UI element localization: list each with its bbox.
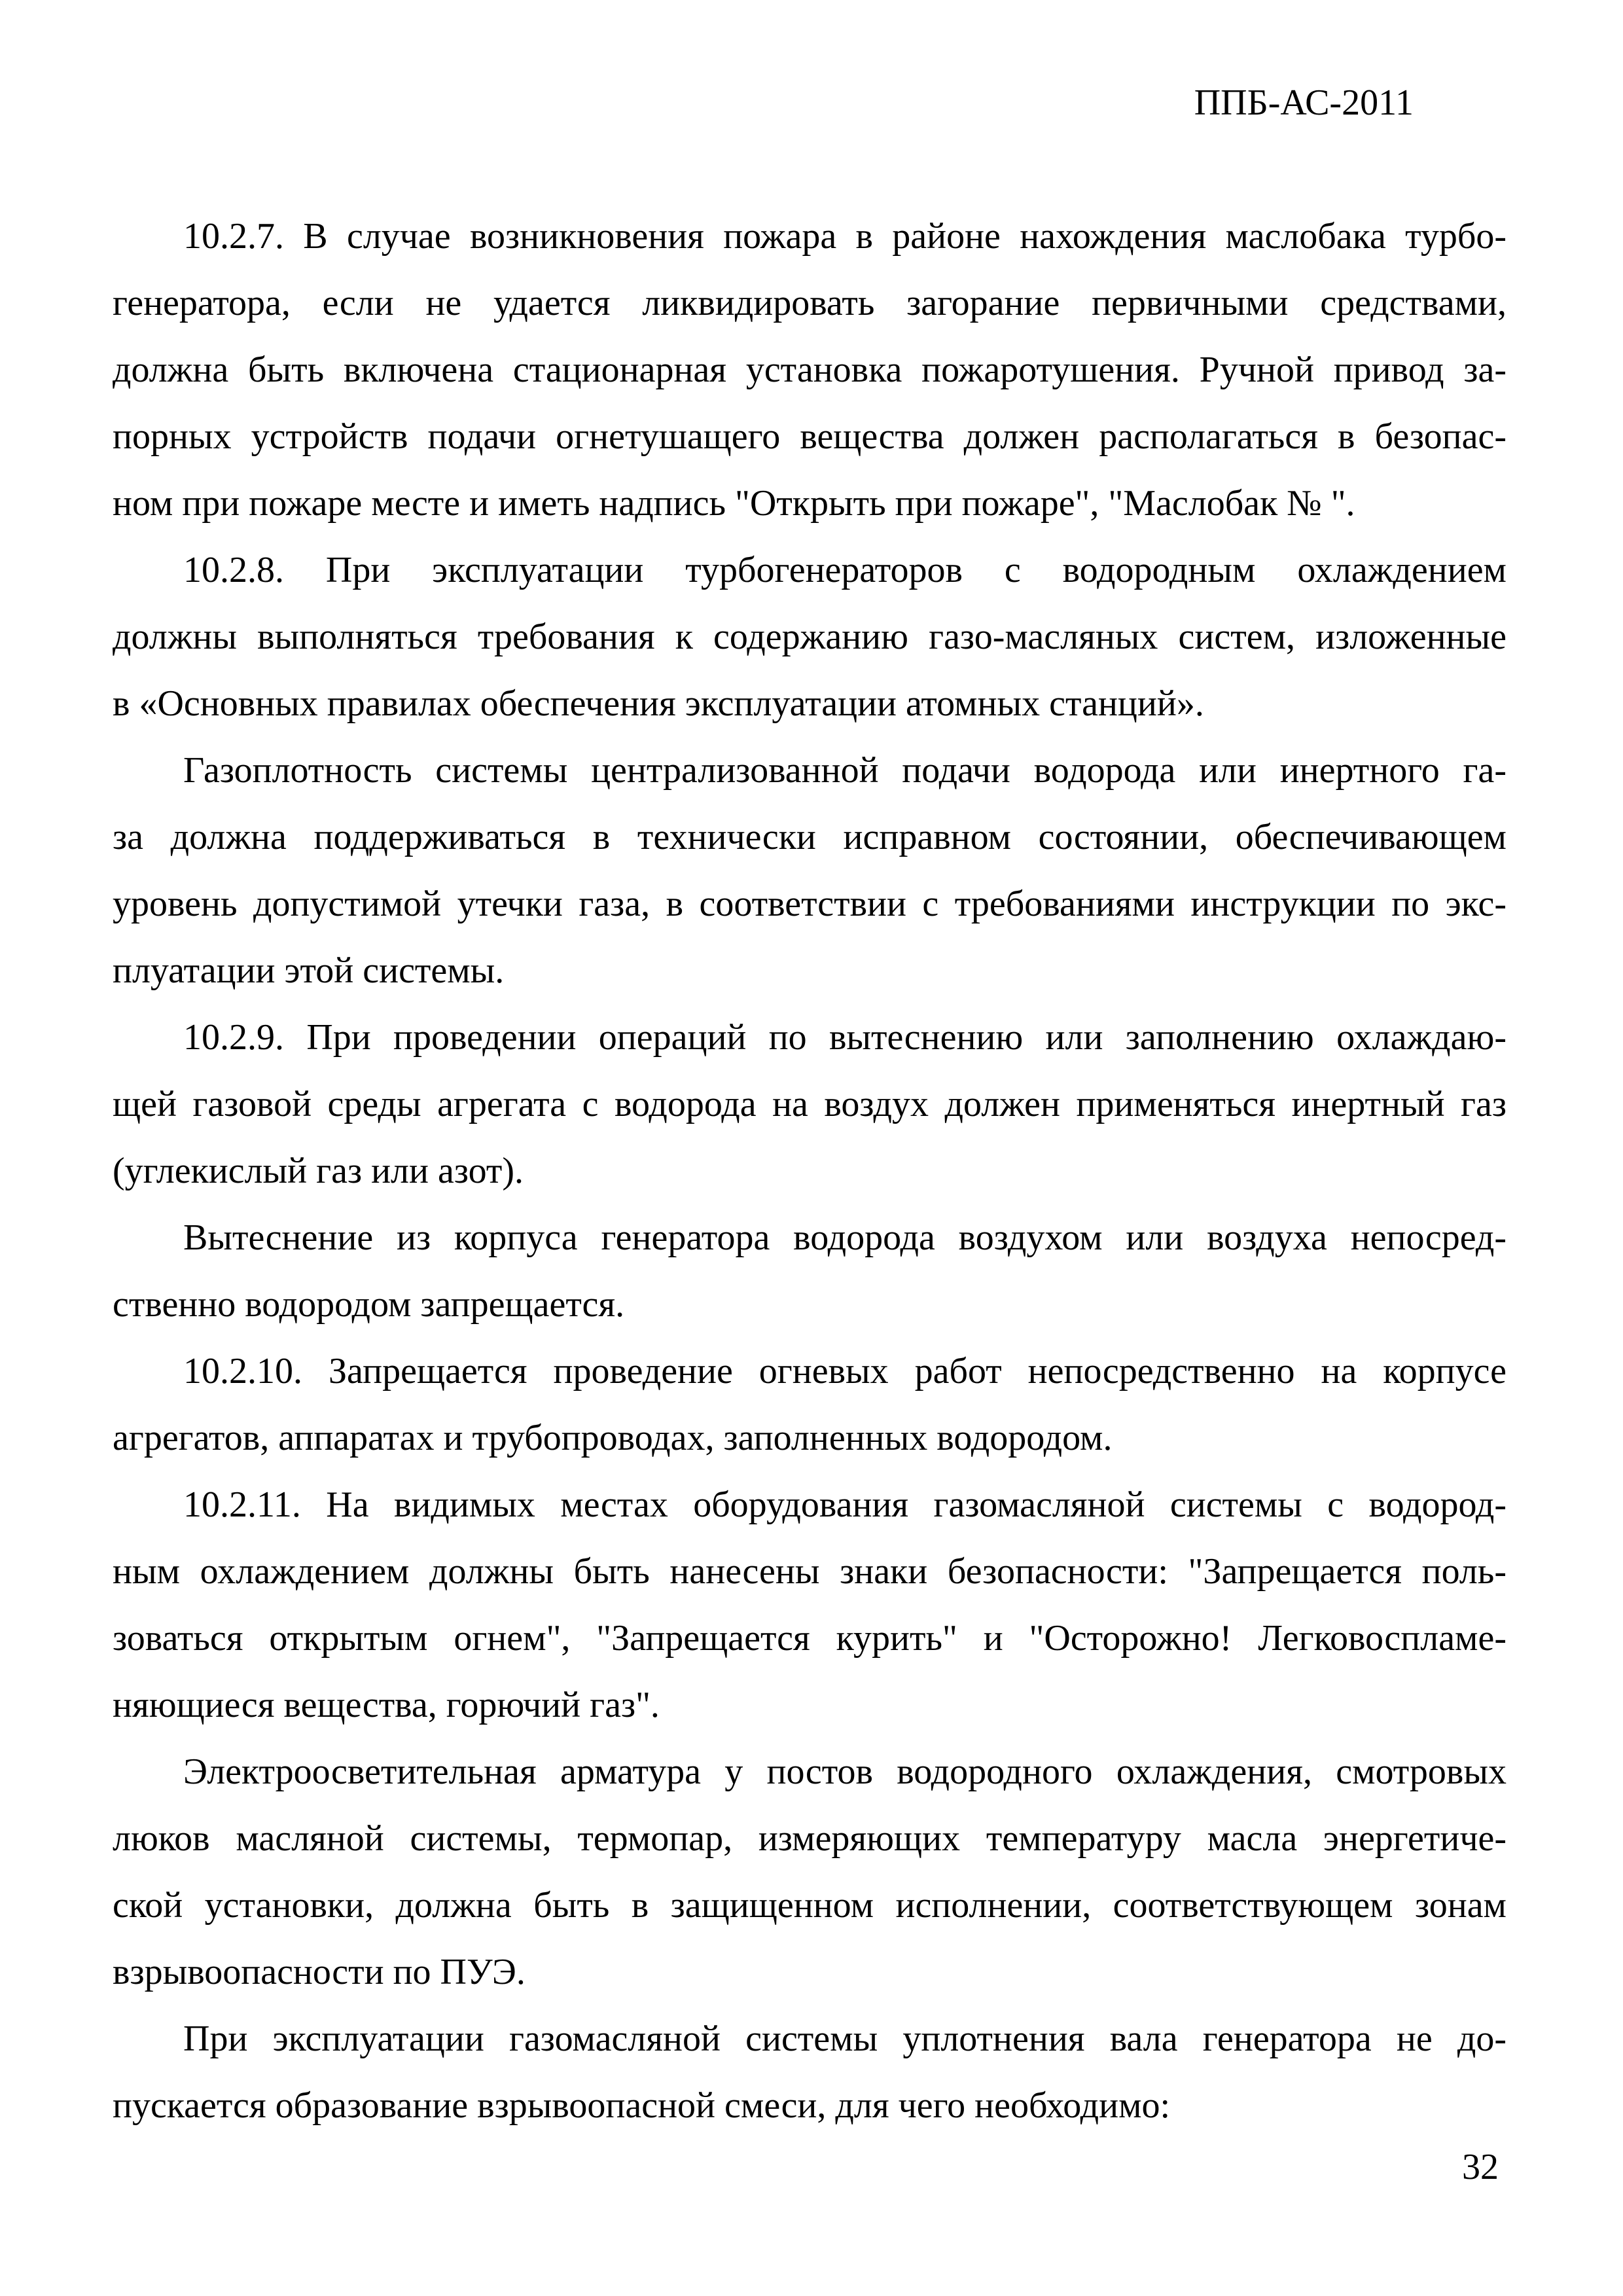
text-line: щей газовой среды агрегата с водорода на воздух должен применяться инертный газ [113, 1084, 1507, 1124]
paragraph [113, 1204, 1507, 1338]
text-line: пускается образование взрывоопасной смеси, для чего необходимо: [113, 2085, 1171, 2126]
text-line: должна быть включена стационарная установка пожаротушения. Ручной привод за- [113, 350, 1507, 390]
page-number: 32 [1462, 2147, 1499, 2187]
text-line: ской установки, должна быть в защищенном исполнении, соответствующем зонам [113, 1885, 1507, 1926]
text-line: взрывоопасности по ПУЭ. [113, 1952, 526, 1992]
text-line: ным охлаждением должны быть нанесены знаки безопасности: "Запрещается поль- [113, 1551, 1507, 1592]
paragraph [113, 1004, 1507, 1204]
text-line: Вытеснение из корпуса генератора водорода воздухом или воздуха непосред- [183, 1217, 1507, 1258]
text-line: 10.2.11. На видимых местах оборудования газомасляной системы с водород- [183, 1484, 1507, 1525]
text-line: Газоплотность системы централизованной подачи водорода или инертного га- [183, 750, 1507, 791]
text-line: 10.2.10. Запрещается проведение огневых работ непосредственно на корпусе [183, 1351, 1507, 1391]
text-line: плуатации этой системы. [113, 950, 505, 991]
text-line: няющиеся вещества, горючий газ". [113, 1685, 660, 1725]
paragraph [113, 2005, 1507, 2139]
document-code-header: ППБ-АС-2011 [1194, 82, 1414, 123]
text-line: При эксплуатации газомасляной системы уплотнения вала генератора не до- [183, 2018, 1507, 2059]
text-line: (углекислый газ или азот). [113, 1151, 524, 1191]
text-line: 10.2.9. При проведении операций по вытеснению или заполнению охлаждаю- [183, 1017, 1507, 1058]
text-line: за должна поддерживаться в технически исправном состоянии, обеспечивающем [113, 817, 1507, 857]
paragraph [113, 203, 1507, 537]
text-line: 10.2.7. В случае возникновения пожара в районе нахождения маслобака турбо- [183, 216, 1507, 257]
text-line: агрегатов, аппаратах и трубопроводах, заполненных водородом. [113, 1418, 1113, 1458]
text-line: должны выполняться требования к содержанию газо-масляных систем, изложенные [113, 617, 1507, 657]
text-line: Электроосветительная арматура у постов водородного охлаждения, смотровых [183, 1751, 1507, 1792]
text-line: уровень допустимой утечки газа, в соответствии с требованиями инструкции по экс- [113, 884, 1507, 924]
text-line: 10.2.8. При эксплуатации турбогенераторов с водородным охлаждением [183, 550, 1507, 590]
paragraph [113, 737, 1507, 1004]
text-block [113, 203, 1507, 2139]
text-line: порных устройств подачи огнетушащего вещества должен располагаться в безопас- [113, 416, 1507, 457]
paragraph [113, 537, 1507, 737]
text-line: зоваться открытым огнем", "Запрещается курить" и "Осторожно! Легковоспламе- [113, 1618, 1507, 1659]
paragraph [113, 1471, 1507, 1738]
paragraph [113, 1338, 1507, 1471]
text-line: генератора, если не удается ликвидировать загорание первичными средствами, [113, 283, 1507, 323]
text-line: в «Основных правилах обеспечения эксплуатации атомных станций». [113, 683, 1204, 724]
text-line: ном при пожаре месте и иметь надпись "Открыть при пожаре", "Маслобак № ". [113, 483, 1355, 524]
paragraph [113, 1738, 1507, 2005]
text-line: ственно водородом запрещается. [113, 1284, 625, 1325]
text-line: люков масляной системы, термопар, измеряющих температуру масла энергетиче- [113, 1818, 1507, 1859]
